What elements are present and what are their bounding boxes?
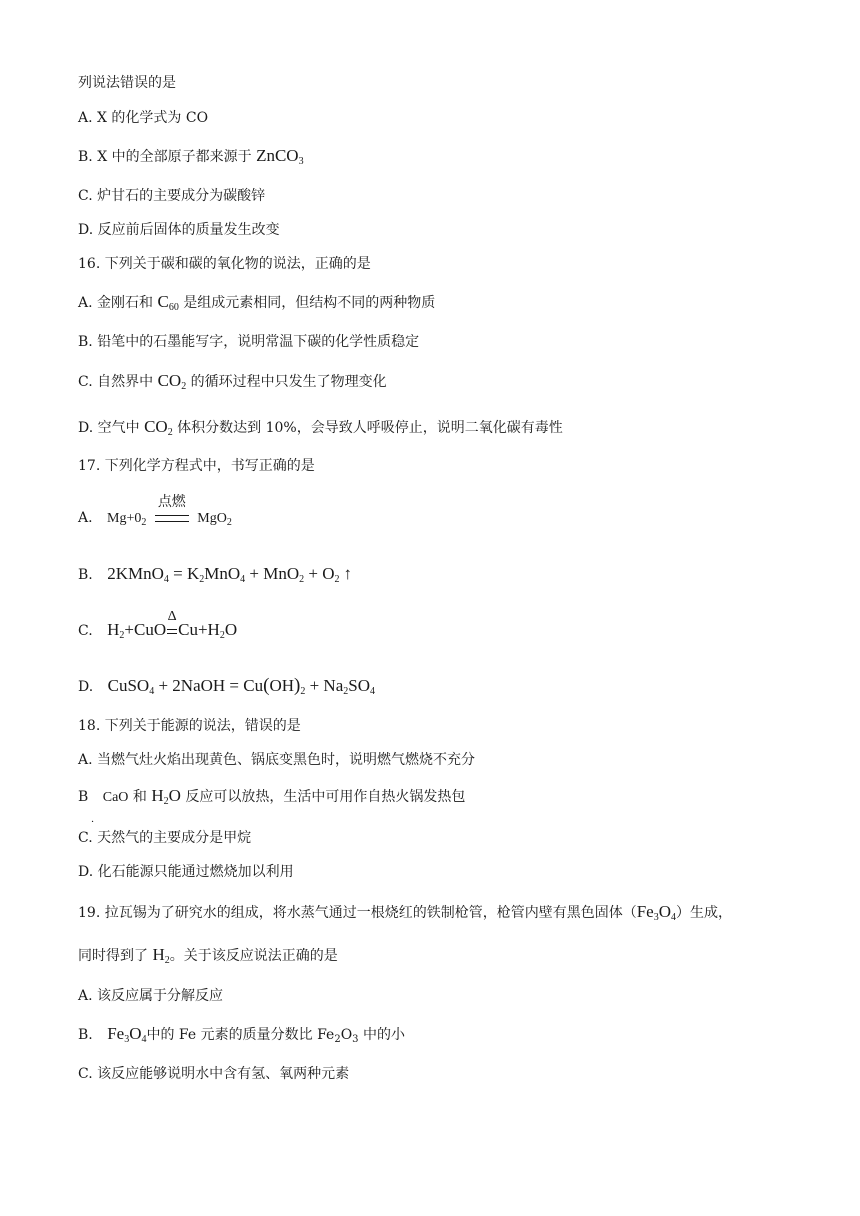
option-18d <box>78 862 294 882</box>
formula-c60: $C_{60}$ <box>157 292 179 313</box>
text: C. 该反应能够说明水中含有氢、氧两种元素 <box>78 1066 350 1082</box>
option-label-dot: ． <box>91 814 101 825</box>
option-15a <box>78 108 208 128</box>
text: A. X 的化学式为 CO <box>78 110 209 126</box>
option-label: C. <box>78 623 93 639</box>
text: 同时得到了 <box>78 948 148 964</box>
equation: $H_2+CuO$ Δ $Cu+H_2O$ <box>107 609 238 641</box>
formula-h2o: $H_2O$ <box>151 786 181 807</box>
text: O <box>340 1027 353 1043</box>
formula-h2: $H_2$ <box>152 945 170 966</box>
text: D. 化石能源只能通过燃烧加以利用 <box>78 864 294 880</box>
option-18c <box>78 828 251 848</box>
equation: 2KMnO$_4$ = $K_2MnO_4 + MnO_2 + O_2$ ↑ <box>107 564 353 585</box>
option-17b <box>78 564 352 585</box>
option-17a <box>78 494 232 529</box>
formula-co2: $CO_2$ <box>144 417 173 438</box>
text: ）生成， <box>676 905 732 921</box>
text: C. 自然界中 <box>78 374 154 390</box>
option-label: A. <box>78 510 93 526</box>
text: 18. 下列关于能源的说法，错误的是 <box>78 718 301 734</box>
option-label: B <box>78 789 89 805</box>
text: D. 反应前后固体的质量发生改变 <box>78 222 280 238</box>
text: 是组成元素相同，但结构不同的两种物质 <box>183 295 436 311</box>
equation: CuSO$_4$ + 2NaOH = $Cu(OH)_2 + Na_2SO_4$ <box>107 675 375 697</box>
option-16c <box>78 371 387 392</box>
text: 中的 Fe 元素的质量分数比 Fe <box>146 1027 335 1043</box>
option-label: B. <box>78 567 93 583</box>
text: 19. 拉瓦锡为了研究水的组成，将水蒸气通过一根烧红的铁制枪管，枪管内壁有黑色固体（ <box>78 905 637 921</box>
formula-fe3o4: $Fe_3O_4$ <box>107 1024 147 1045</box>
formula-cao: CaO <box>102 790 129 805</box>
formula-co2: $CO_2$ <box>157 371 187 392</box>
option-label: B. <box>78 1027 93 1043</box>
question-17-stem <box>78 456 315 476</box>
option-17d <box>78 676 375 697</box>
gas-arrow-icon: ↑ <box>343 564 353 583</box>
subscript: 3 <box>352 1034 359 1045</box>
option-16b <box>78 332 419 352</box>
text: 体积分数达到 10%，会导致人呼吸停止，说明二氧化碳有毒性 <box>177 420 563 436</box>
text: B. X 中的全部原子都来源于 <box>78 149 252 165</box>
equation-condition: 点燃 <box>155 508 189 528</box>
text: C. 天然气的主要成分是甲烷 <box>78 830 252 846</box>
text: A. 当燃气灶火焰出现黄色、锅底变黑色时，说明燃气燃烧不充分 <box>78 752 476 768</box>
option-19a <box>78 986 223 1006</box>
text: A. 该反应属于分解反应 <box>78 988 224 1004</box>
equation-left: $Mg+0_2$ <box>107 511 147 528</box>
text: 反应可以放热，生活中可用作自热火锅发热包 <box>185 789 466 805</box>
text: B. 铅笔中的石墨能写字，说明常温下碳的化学性质稳定 <box>78 334 420 350</box>
question-16-stem <box>78 254 371 274</box>
question-19-stem <box>78 902 732 923</box>
text: 的循环过程中只发生了物理变化 <box>190 374 387 390</box>
option-15d <box>78 220 280 240</box>
option-label: D. <box>78 679 94 695</box>
text: 16. 下列关于碳和碳的氧化物的说法，正确的是 <box>78 256 371 272</box>
formula-fe3o4: $Fe_3O_4$ <box>636 902 676 923</box>
text: 中的小 <box>358 1027 405 1043</box>
option-18a <box>78 750 475 770</box>
text: 列说法错误的是 <box>78 75 176 91</box>
text: A. 金刚石和 <box>78 295 154 311</box>
question-15-stem-tail <box>78 73 176 93</box>
text: 和 <box>128 789 147 805</box>
question-18-stem <box>78 716 301 736</box>
text: 17. 下列化学方程式中，书写正确的是 <box>78 458 315 474</box>
option-16d <box>78 417 563 438</box>
option-16a <box>78 292 435 313</box>
option-18b <box>78 786 465 808</box>
equation-right: MgO$_2$ <box>197 511 232 528</box>
option-15c <box>78 186 265 206</box>
heating-condition: Δ <box>166 620 178 640</box>
text: D. 空气中 <box>78 420 140 436</box>
text: C. 炉甘石的主要成分为碳酸锌 <box>78 188 266 204</box>
text: 。关于该反应说法正确的是 <box>169 948 338 964</box>
option-17c <box>78 609 238 641</box>
formula-znco3: ZnCO$_3$ <box>256 146 304 167</box>
option-19c <box>78 1064 349 1084</box>
option-19b <box>78 1024 405 1045</box>
subscript: 2 <box>334 1034 341 1045</box>
question-19-stem-cont <box>78 945 338 966</box>
option-15b <box>78 146 304 167</box>
